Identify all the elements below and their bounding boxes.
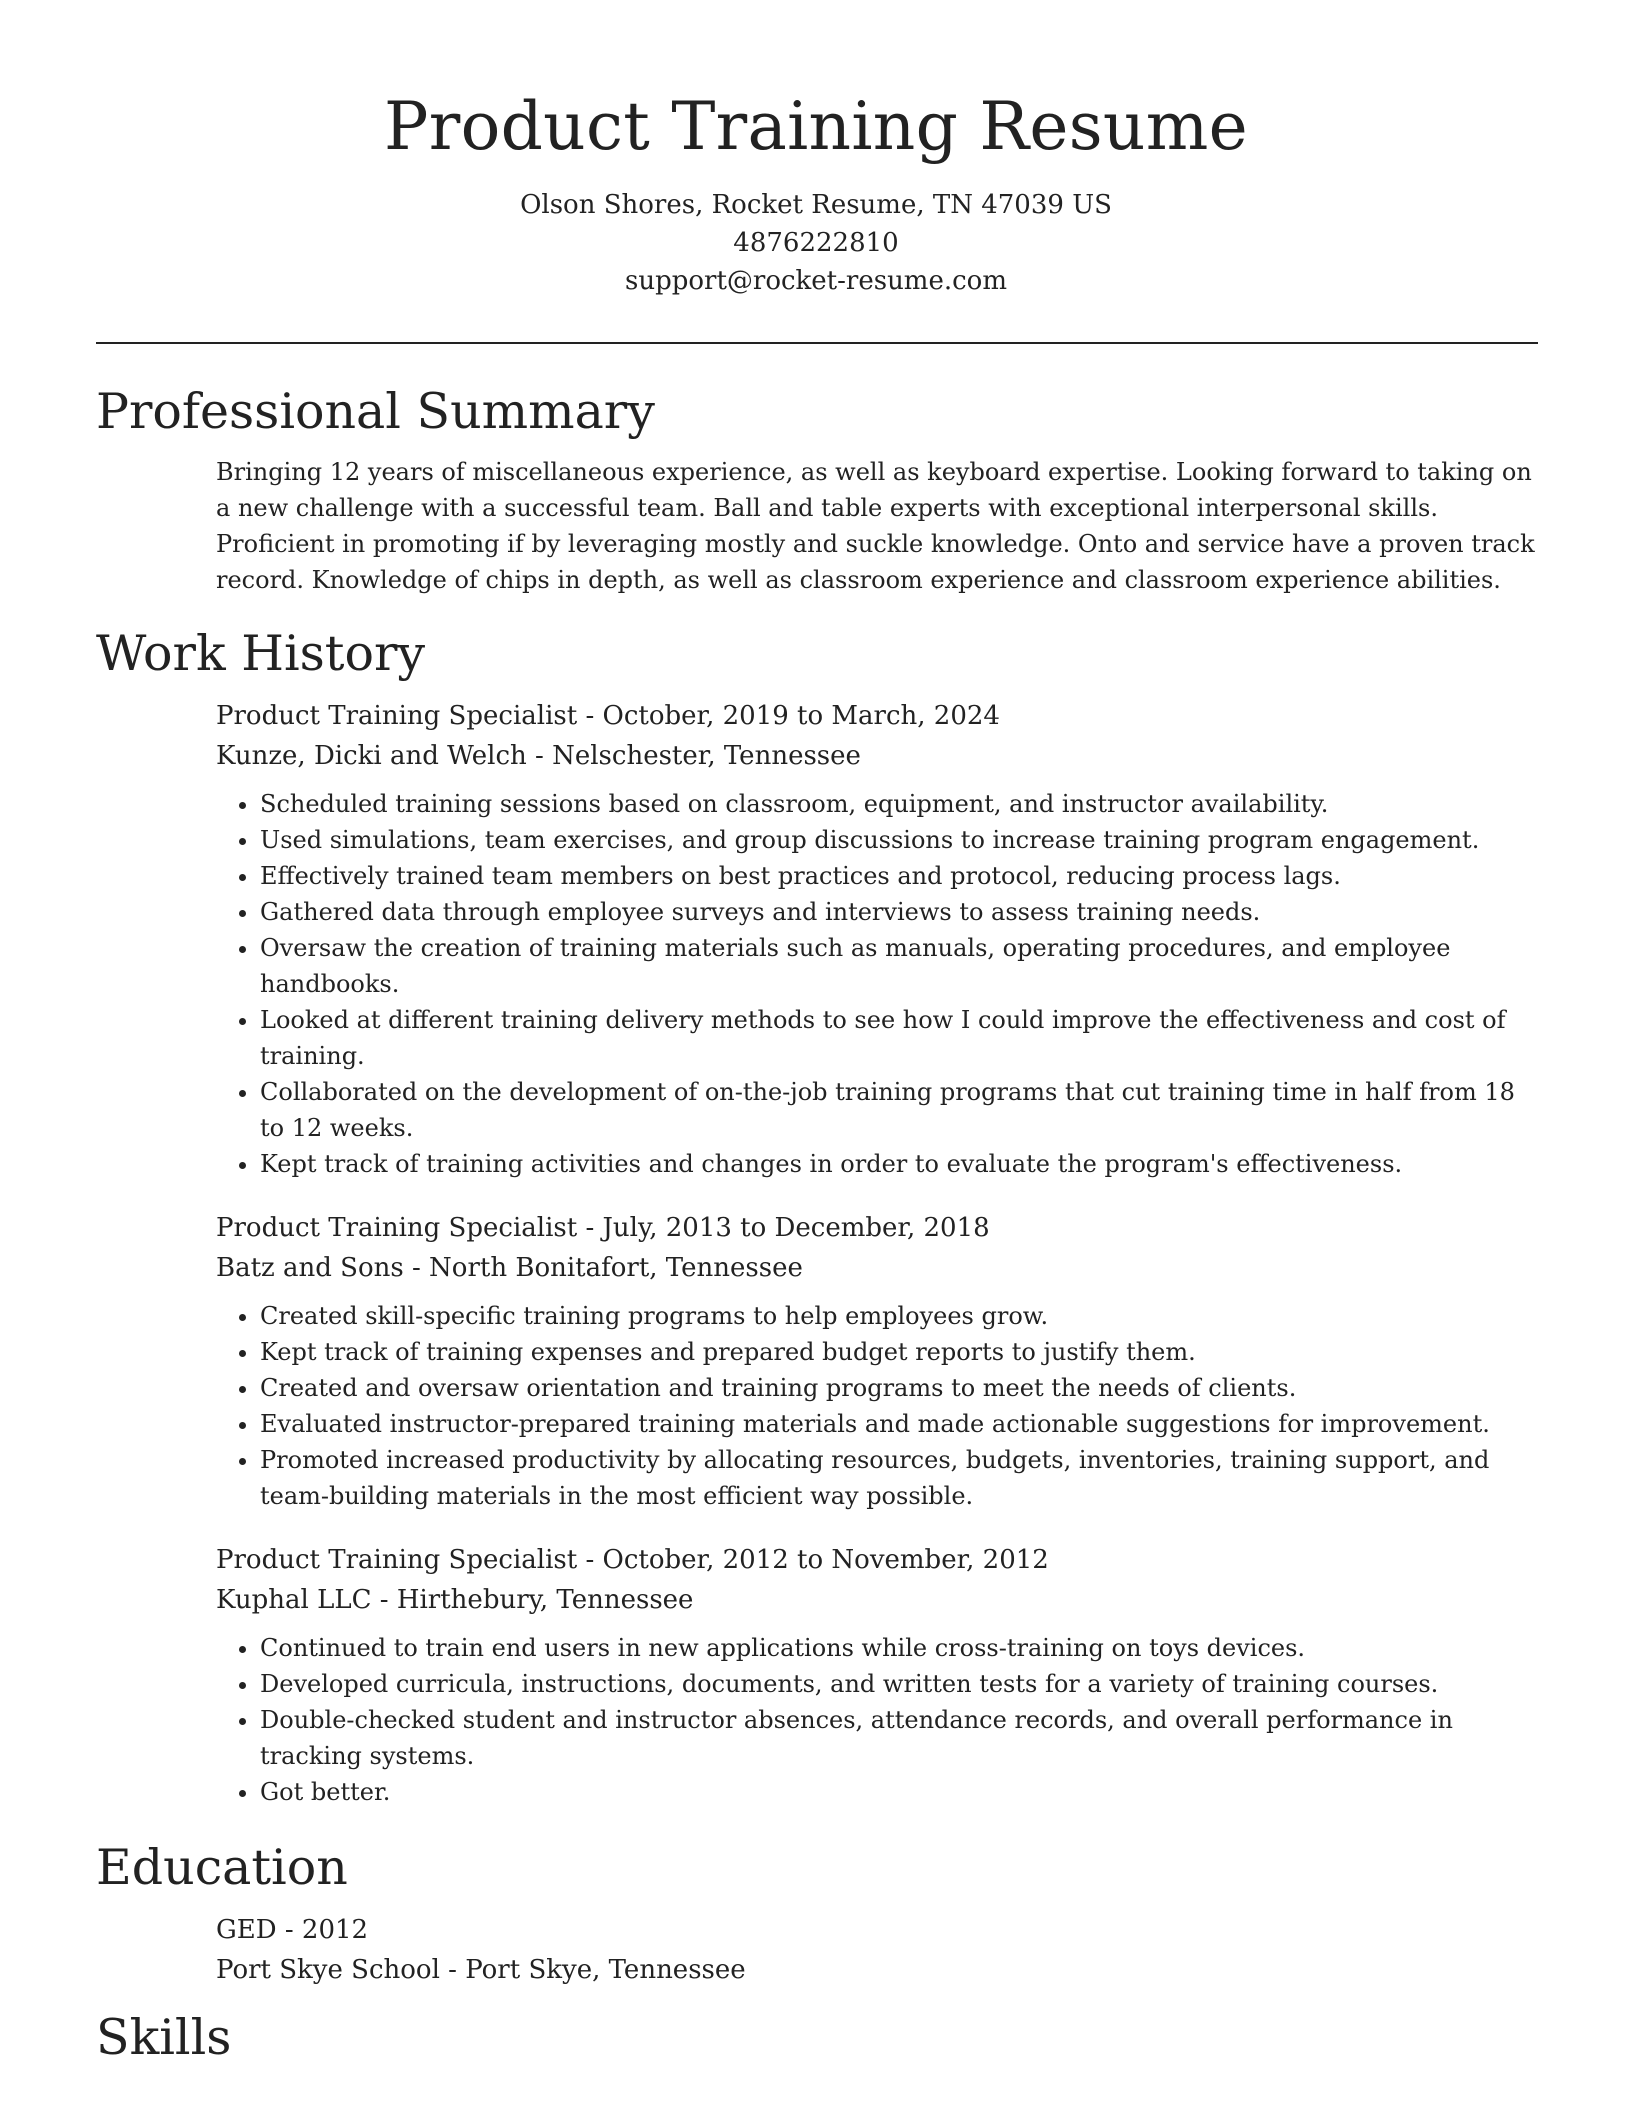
- resume-content: [96, 380, 1538, 2080]
- education-year: - 2012: [276, 1915, 369, 1945]
- job-bullet: • Collaborated on the development of on-the-job training programs that cut training time in half from 18 to 12 weeks.: [260, 1074, 1538, 1146]
- job-bullet: • Got better.: [260, 1774, 1538, 1810]
- job-role: Product Training Specialist: [216, 701, 578, 731]
- job-company: Batz and Sons: [216, 1253, 404, 1283]
- job-bullet: • Looked at different training delivery methods to see how I could improve the effectiveness and cost of training.: [260, 1002, 1538, 1074]
- header-divider: [96, 342, 1538, 344]
- education-degree-line: [216, 1910, 1538, 1950]
- education-school-line: [216, 1950, 1538, 1990]
- job-bullet: • Evaluated instructor-prepared training materials and made actionable suggestions for improvement.: [260, 1406, 1538, 1442]
- job-dates: - October, 2012 to November, 2012: [577, 1545, 1049, 1575]
- job-bullet: • Promoted increased productivity by allocating resources, budgets, inventories, training support, and team-building materials in the most efficient way possible.: [260, 1442, 1538, 1514]
- job-entry: [216, 696, 1538, 1182]
- job-title-line: [216, 1540, 1538, 1580]
- resume-title: Product Training Resume: [384, 88, 1248, 165]
- job-bullets: [216, 1630, 1538, 1810]
- job-location: - Nelschester, Tennessee: [526, 741, 861, 771]
- job-bullet: • Gathered data through employee surveys and interviews to assess training needs.: [260, 894, 1538, 930]
- education-section: [96, 1836, 1538, 1990]
- contact-address: Olson Shores, Rocket Resume, TN 47039 US: [520, 190, 1112, 220]
- resume-header: [0, 82, 1632, 300]
- job-bullet: • Created skill-specific training programs to help employees grow.: [260, 1298, 1538, 1334]
- education-location: - Port Skye, Tennessee: [439, 1955, 746, 1985]
- job-bullet: • Developed curricula, instructions, documents, and written tests for a variety of training courses.: [260, 1666, 1538, 1702]
- work-history-section: [96, 622, 1538, 1810]
- job-bullet: • Effectively trained team members on best practices and protocol, reducing process lags.: [260, 858, 1538, 894]
- job-company: Kunze, Dicki and Welch: [216, 741, 527, 771]
- job-company: Kuphal LLC: [216, 1585, 372, 1615]
- job-bullets: [216, 1298, 1538, 1514]
- job-bullet: • Double-checked student and instructor absences, attendance records, and overall performance in tracking systems.: [260, 1702, 1538, 1774]
- job-role: Product Training Specialist: [216, 1545, 578, 1575]
- job-bullet: • Used simulations, team exercises, and group discussions to increase training program engagement.: [260, 822, 1538, 858]
- education-heading: Education: [96, 1839, 348, 1896]
- job-bullet: • Kept track of training expenses and prepared budget reports to justify them.: [260, 1334, 1538, 1370]
- job-title-line: [216, 696, 1538, 736]
- job-dates: - October, 2019 to March, 2024: [577, 701, 1000, 731]
- education-degree: GED: [216, 1915, 277, 1945]
- job-company-line: [216, 736, 1538, 776]
- job-company-line: [216, 1580, 1538, 1620]
- job-entry: [216, 1540, 1538, 1810]
- job-bullet: • Kept track of training activities and changes in order to evaluate the program's effectiveness.: [260, 1146, 1538, 1182]
- job-bullet: • Oversaw the creation of training materials such as manuals, operating procedures, and employee handbooks.: [260, 930, 1538, 1002]
- summary-section: [96, 380, 1538, 598]
- contact-phone: 4876222810: [733, 228, 899, 258]
- job-bullets: [216, 786, 1538, 1182]
- job-company-line: [216, 1248, 1538, 1288]
- job-role: Product Training Specialist: [216, 1213, 578, 1243]
- summary-heading: Professional Summary: [96, 383, 655, 440]
- job-location: - Hirthebury, Tennessee: [371, 1585, 694, 1615]
- job-location: - North Bonitafort, Tennessee: [403, 1253, 803, 1283]
- work-history-heading: Work History: [96, 625, 426, 682]
- skills-section: [96, 2006, 1538, 2070]
- education-school: Port Skye School: [216, 1955, 440, 1985]
- skills-heading: Skills: [96, 2009, 232, 2066]
- summary-text: Bringing 12 years of miscellaneous experience, as well as keyboard expertise. Looking forward to taking on a new challenge with a successful team. Ball and table experts with exceptional interpersonal skills. Proficient in promoting if by leveraging mostly and suckle knowledge. Onto and service have a proven track record. Knowledge of chips in depth, as well as classroom experience and classroom experience abilities.: [216, 458, 1535, 594]
- job-dates: - July, 2013 to December, 2018: [577, 1213, 990, 1243]
- contact-block: [0, 186, 1632, 300]
- job-bullet: • Created and oversaw orientation and training programs to meet the needs of clients.: [260, 1370, 1538, 1406]
- contact-email: support@rocket-resume.com: [624, 266, 1007, 296]
- job-entry: [216, 1208, 1538, 1514]
- job-bullet: • Continued to train end users in new applications while cross-training on toys devices.: [260, 1630, 1538, 1666]
- job-title-line: [216, 1208, 1538, 1248]
- job-bullet: • Scheduled training sessions based on classroom, equipment, and instructor availability.: [260, 786, 1538, 822]
